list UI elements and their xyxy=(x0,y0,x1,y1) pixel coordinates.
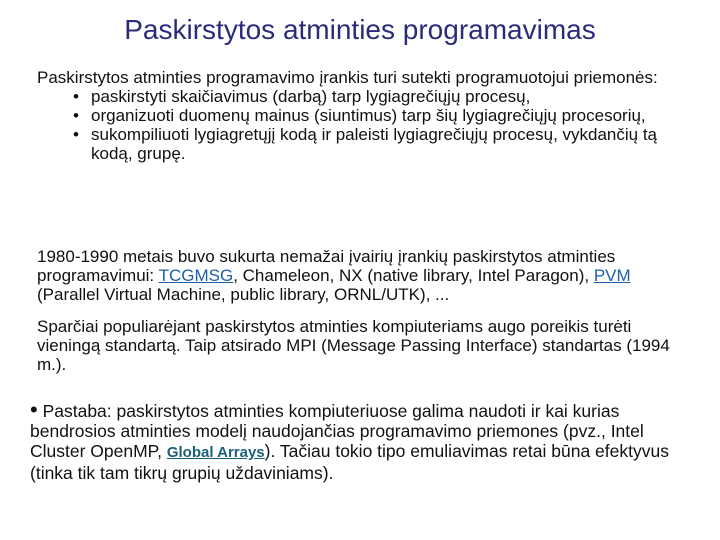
tcgmsg-link[interactable]: TCGMSG xyxy=(158,266,234,285)
note-bullet: • xyxy=(30,397,38,422)
intro-bullet-list xyxy=(37,87,697,163)
note-paragraph xyxy=(30,397,700,483)
global-arrays-link[interactable]: Global Arrays xyxy=(166,444,265,461)
history-text-2: , Chameleon, NX (native library, Intel Paragon), xyxy=(233,266,594,285)
slide-title: Paskirstytos atminties programavimas xyxy=(124,14,596,45)
history-text-1: 1980-1990 metais buvo sukurta nemažai įvairių įrankių paskirstytos atminties programavimui: xyxy=(37,247,616,285)
bullet-item: • sukompiliuoti lygiagretųjį kodą ir paleisti lygiagrečiųjų procesų, vykdančių tą kodą, grupę. xyxy=(37,125,697,163)
history-text-3: (Parallel Virtual Machine, public library, ORNL/UTK), ... xyxy=(37,285,450,304)
note-text-1: Pastaba: paskirstytos atminties kompiuteriuose galima naudoti ir kai kurias bendrosios atminties modelį naudojančias programavimo priemones (pvz., Intel Cluster OpenMP, xyxy=(30,401,644,461)
intro-text: Paskirstytos atminties programavimo įrankis turi sutekti programuotojui priemonės: xyxy=(37,68,658,87)
mpi-paragraph: Sparčiai populiarėjant paskirstytos atminties kompiuteriams augo poreikis turėti vieningą standartą. Taip atsirado MPI (Message Passing Interface) standartas (1994 m.). xyxy=(37,317,670,374)
bullet-item: • paskirstyti skaičiavimus (darbą) tarp lygiagrečiųjų procesų, xyxy=(37,87,697,106)
intro-section xyxy=(37,68,697,163)
pvm-link[interactable]: PVM xyxy=(593,266,631,285)
bullet-item: • organizuoti duomenų mainus (siuntimus) tarp šių lygiagrečiųjų procesorių, xyxy=(37,106,697,125)
note-text-2: ). Tačiau tokio tipo emuliavimas retai būna efektyvus (tinka tik tam tikrų grupių uždaviniams). xyxy=(30,441,669,483)
history-paragraph xyxy=(37,247,697,304)
